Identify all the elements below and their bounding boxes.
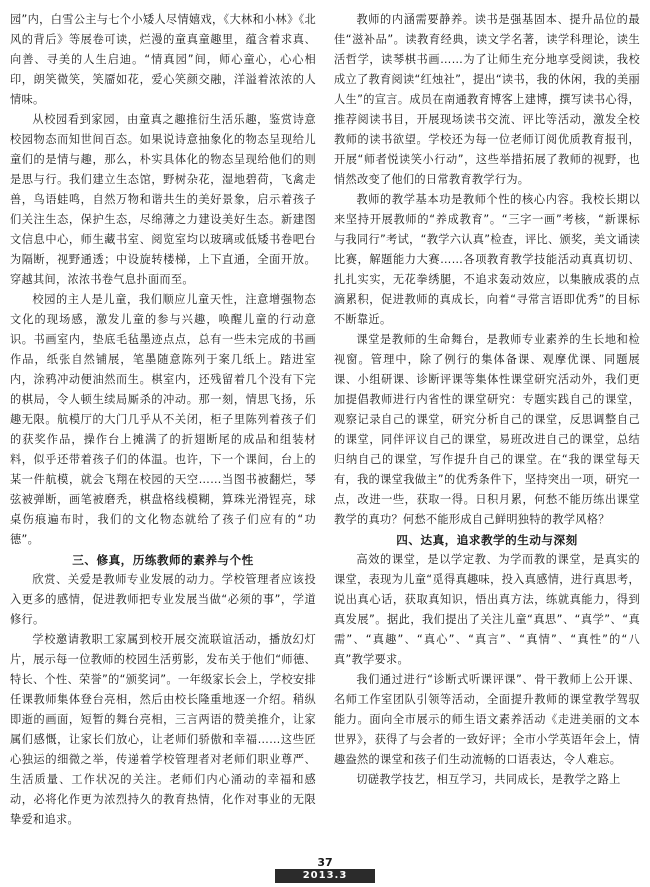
paragraph: 学校邀请教职工家属到校开展交流联谊活动，播放幻灯片，展示每一位教师的校园生活剪影，发布关于他们“师德、特长、个性、荣誉”的“颁奖词”。一年级家长会上，学校安排任课教师集体登台亮相，然后由校长隆重地逐一介绍。稍纵即逝的画面，短暂的舞台亮相，三言两语的赞美推介，让家属们感慨，让家长们放心，让老师们骄傲和幸福……这些匠心独运的细微之举，传递着学校管理者对老师们职业尊严、生活质量、工作状况的关注。老师们内心涌动的幸福和感动，必将化作更为浓烈持久的教育热情，化作对事业的无限挚爱和追求。: [10, 633, 316, 826]
page-number: 37: [317, 856, 333, 869]
issue-label: 2013.3: [275, 869, 375, 883]
paragraph: 教师的内涵需要静养。读书是强基固本、提升品位的最佳“滋补品”。读教育经典，读文学名著，读学科理论，读生活哲学，读琴棋书画……为了让师生充分地享受阅读，我校成立了教育阅读“红烛社”，提出“读书，我的休闲，我的美丽人生”的宣言。成员在南通教育博客上建博，撰写读书心得，推荐阅读书目，开展现场读书交流、评比等活动，激发全校教师的读书欲望。学校还为每一位老师订阅优质教育报刊，开展“师者悦读笑小行动”，这些举措拓展了教师的视野，也悄然改变了他们的日常教育教学行为。: [334, 13, 640, 186]
paragraph: 我们通过进行“诊断式听课评课”、骨干教师上公开课、名师工作室团队引领等活动，全面提升教师的课堂教学驾驭能力。面向全市展示的师生语文素养活动《走进美丽的文本世界》，获得了与会者的一致好评；全市小学英语年会上，情趣盎然的课堂和孩子们生动流畅的口语表达，令人难忘。: [334, 673, 640, 766]
paragraph: 高效的课堂，是以学定教、为学而教的课堂，是真实的课堂，表现为儿童“觅得真趣味，投入真感情，进行真思考，说出真心话，获取真知识，悟出真方法，练就真能力，得到真发展”。据此，我们提出了关注儿童“真思”、“真学”、“真需”、“真趣”、“真心”、“真言”、“真情”、“真性”的“八真”教学要求。: [334, 553, 640, 666]
paragraph: 切磋教学技艺，相互学习，共同成长，是教学之路上: [356, 773, 621, 786]
paragraph: 欣赏、关爱是教师专业发展的动力。学校管理者应该投入更多的感情，促进教师把专业发展当做“必须的事”，学道修行。: [10, 573, 316, 626]
paragraph: 课堂是教师的生命舞台，是教师专业素养的生长地和检视窗。管理中，除了例行的集体备课、观摩优课、同题展课、小组研课、诊断评课等集体性课堂研究活动外，我们更加提倡教师进行内省性的课堂研究：专题实践自己的课堂，观察记录自己的课堂，研究分析自己的课堂，反思调整自己的课堂，同伴评议自己的课堂，易班改进自己的课堂，总结归纳自己的课堂，写作提升自己的课堂。在“我的课堂每天有，我的课堂我做主”的优秀条件下，坚持突出一项，研究一点，改进一些，获取一得。日积月累，何愁不能历练出课堂教学的真功？何愁不能形成自己鲜明独特的教学风格？: [334, 333, 640, 526]
right-column: [334, 10, 640, 853]
section-heading: 三、修真，历练教师的素养与个性: [72, 553, 254, 567]
left-column: [10, 10, 316, 853]
section-heading: 四、达真，追求教学的生动与深刻: [396, 533, 578, 547]
paragraph: 教师的教学基本功是教师个性的核心内容。我校长期以来坚持开展教师的“养成教育”。“三字一画”考核，“新课标与我同行”考试，“教学六认真”检查，评比、颁奖，美文诵读比赛，解题能力大赛……各项教育教学技能活动真真切切、扎扎实实，无花拳绣腿，不追求轰动效应，以集腋成裘的点滴累积，促进教师的真成长，向着“寻常言语即优秀”的目标不断靠近。: [334, 193, 640, 326]
paragraph: 园”内，白雪公主与七个小矮人尽情嬉戏，《大林和小林》《北风的背后》等展卷可读，烂漫的童真童趣里，蕴含着求真、向善、寻美的人生启迪。“情真园”间，师心童心，心心相印，朗笑微笑，笑靥如花，爱心笑颜交融，洋溢着浓浓的人情味。: [10, 13, 316, 106]
paragraph: 校园的主人是儿童，我们顺应儿童天性，注意增强物态文化的现场感，激发儿童的参与兴趣，唤醒儿童的行动意识。书画室内，垫底毛毡墨迹点点，总有一些未完成的书画作品，纸张自然铺展，笔墨随意陈列于案几纸上。踏进室内，涂鸦冲动便油然而生。棋室内，还残留着几个没有下完的棋局，令人顿生续局厮杀的冲动。那一刻，情思飞扬，乐趣无限。航模厅的大门几乎从不关闭，柜子里陈列着孩子们的获奖作品，操作台上摊满了的折翅断尾的成品和组装材料，似乎还带着孩子们的体温。也许，下一个课间，台上的某一件航模，就会飞翔在校园的天空……当图书被翻烂，琴弦被弹断，画笔被磨秃，棋盘格线模糊，算珠光滑锃亮，球桌伤痕遍布时，我们的文化物态就给了孩子们应有的“功德”。: [10, 293, 316, 546]
paragraph: 从校园看到家园，由童真之趣推衍生活乐趣，鉴赏诗意校园物态而知世间百态。如果说诗意抽象化的物态呈现给儿童们的是情与趣，那么，朴实具体化的物态呈现给他们的则是思与行。我们建立生态馆，野树杂花，湿地碧荷，飞禽走兽，鸟语蛙鸣，自然万物和谐共生的美好景象，启示着孩子们关注生态，保护生态，尽绵薄之力建设美好生态。新建图文信息中心，师生藏书室、阅览室均以玻璃或低矮书卷吧台为隔断，视野通透；中设旋转楼梯，上下直通，全面开放。穿越其间，浓浓书卷气息扑面而至。: [10, 113, 316, 286]
